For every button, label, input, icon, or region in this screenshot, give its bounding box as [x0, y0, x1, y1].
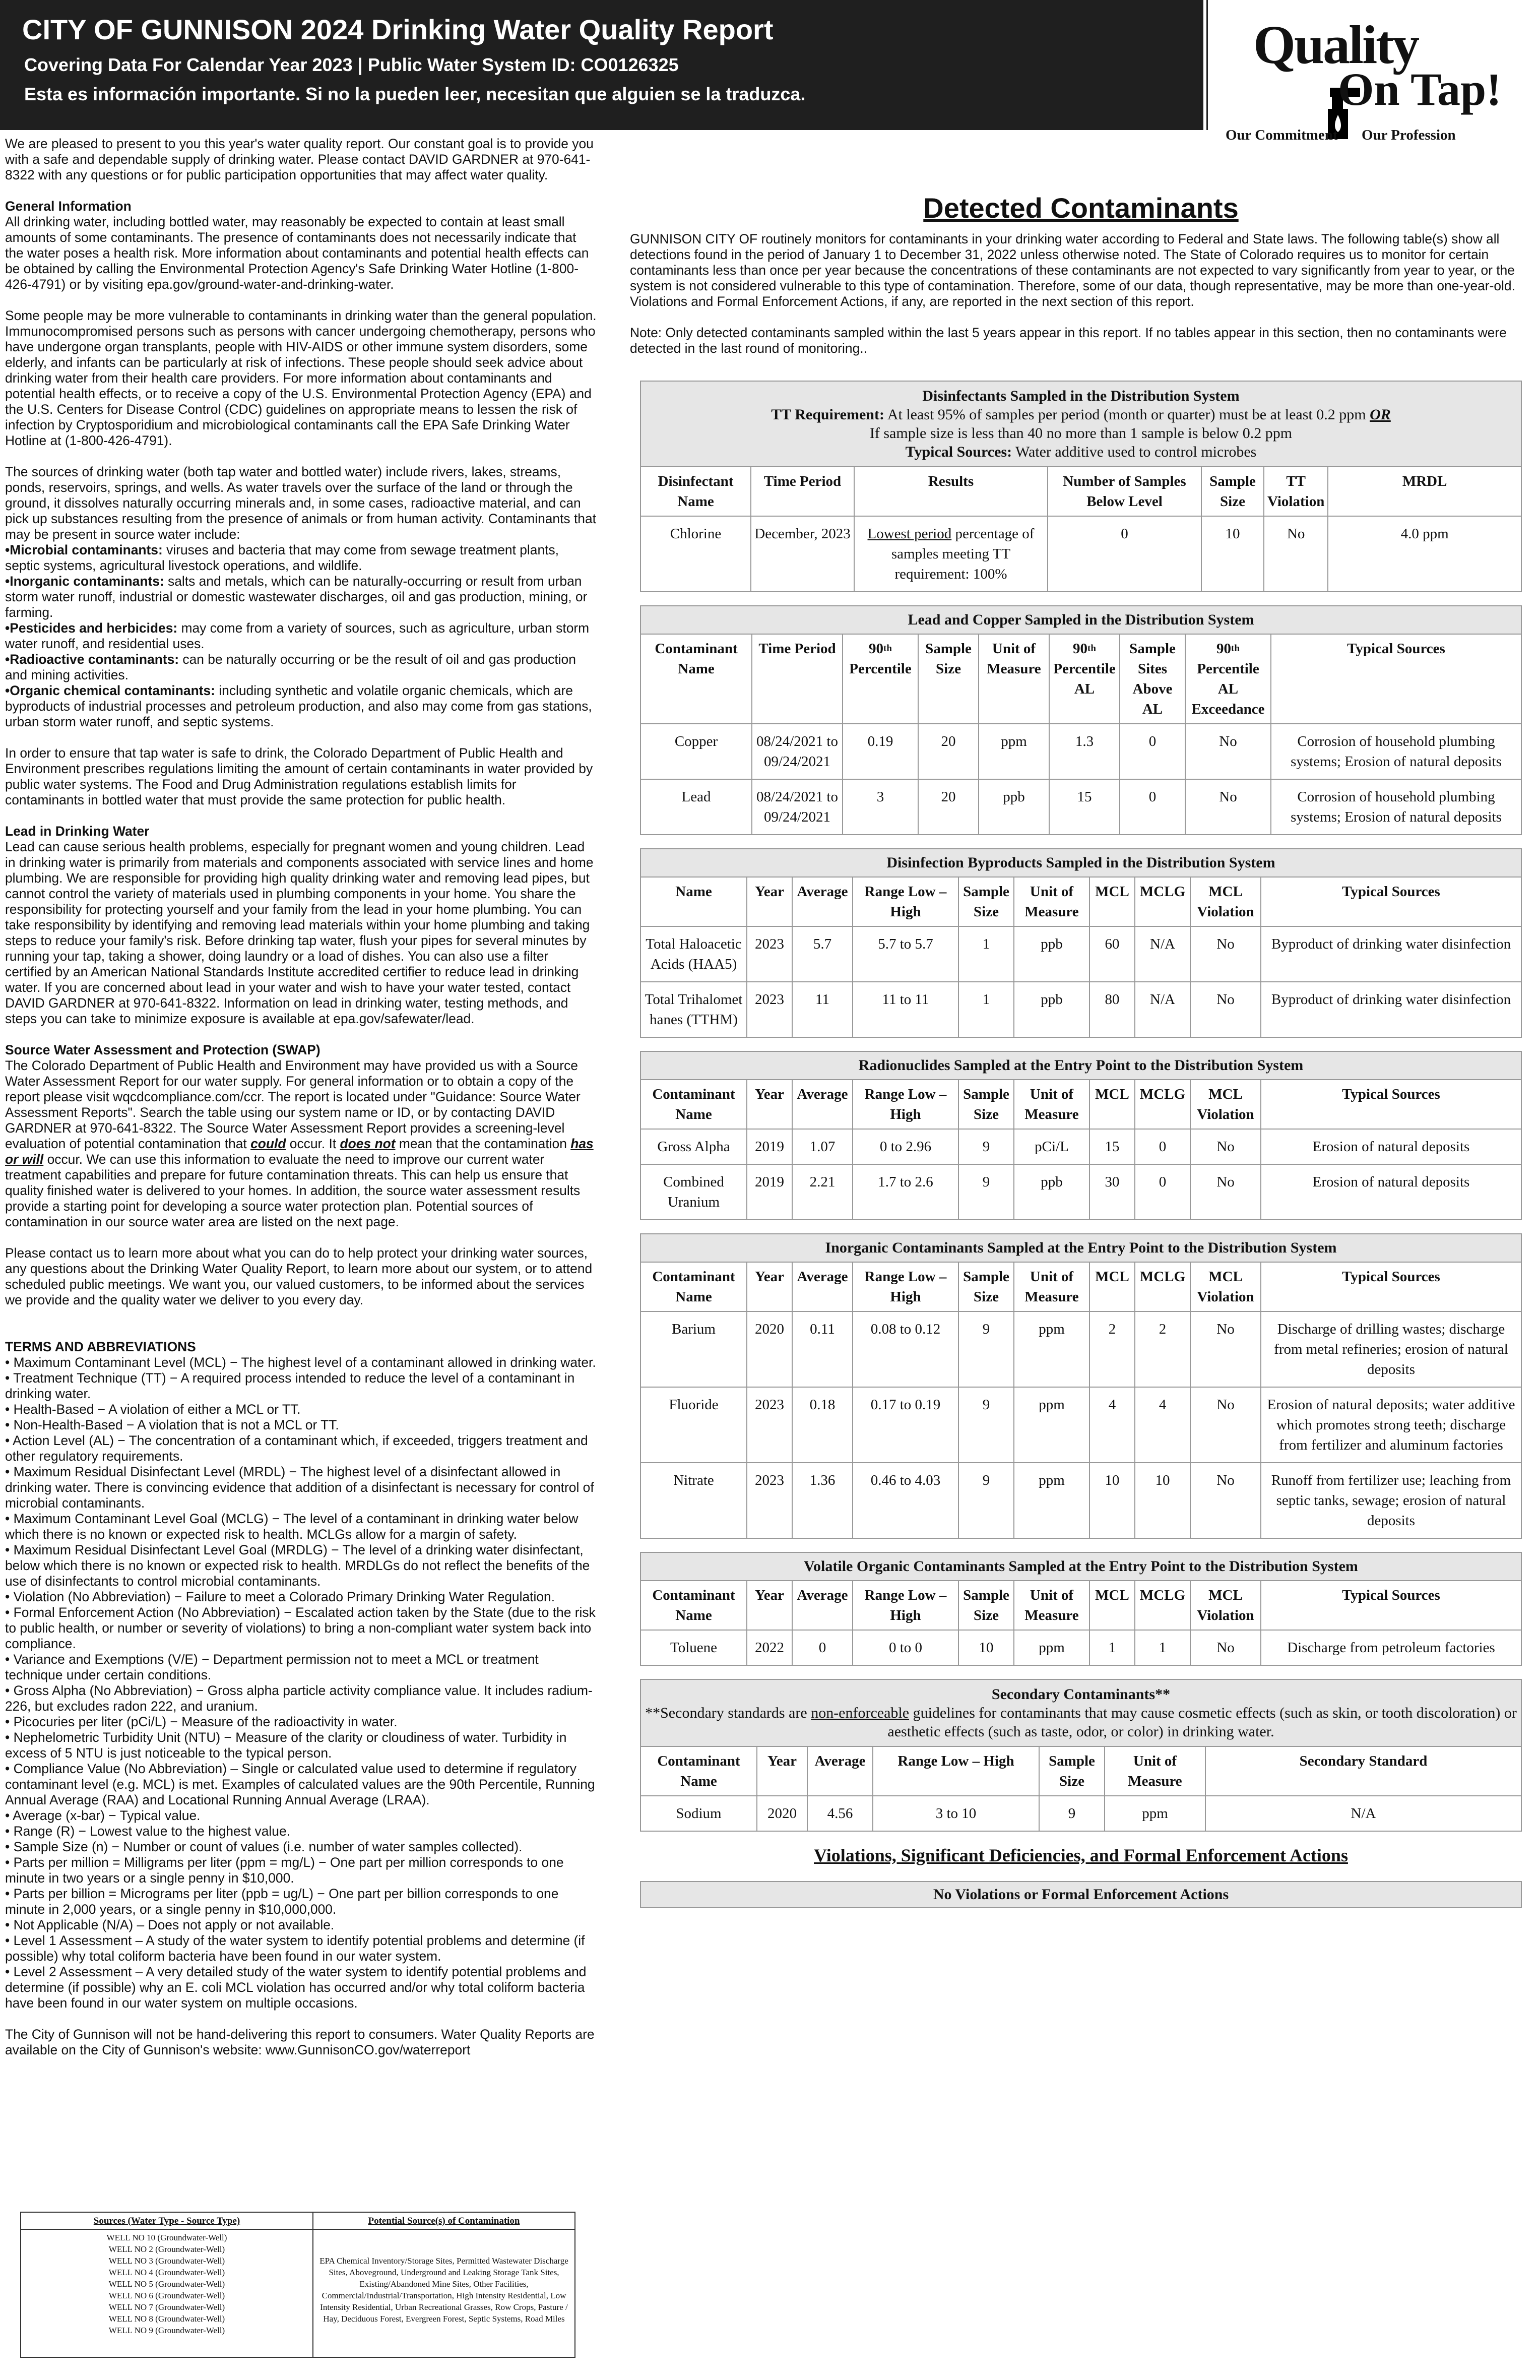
- general-paragraph-3: The sources of drinking water (both tap water and bottled water) include rivers, lakes, streams, ponds, reservoirs, springs, and wells. As water travels over the surface of the land or through the ground, it dissolves naturally occurring minerals and, in some cases, radioactive material, and can pick up substances resulting from the presence of animals or from human activity. Contaminants that may be present in source water include:: [5, 464, 596, 542]
- table-header-row: [641, 1263, 1521, 1311]
- logo-word-on-tap: On Tap!: [1338, 64, 1502, 115]
- table-cell: 2023: [747, 1387, 792, 1463]
- table-cell: 0.46 to 4.03: [853, 1463, 958, 1538]
- list-item: •Microbial contaminants: viruses and bacteria that may come from sewage treatment plants, septic systems, agricultural livestock operations, and wildlife.: [5, 542, 559, 573]
- well-item: WELL NO 7 (Groundwater-Well): [108, 2302, 225, 2312]
- term-item: • Sample Size (n) − Number or count of values (i.e. number of water samples collected).: [5, 1839, 523, 1854]
- column-header: Range Low – High: [853, 1581, 958, 1630]
- table-cell: 2019: [747, 1129, 792, 1164]
- table-row: Copper 08/24/2021 to 09/24/2021 0.19 20 ppm 1.3 0 No Corrosion of household plumbing systems; Erosion of natural deposits: [641, 724, 1521, 779]
- column-header: Name: [641, 878, 747, 926]
- column-header: Unit of Measure: [1014, 1581, 1089, 1630]
- term-item: • Picocuries per liter (pCi/L) − Measure of the radioactivity in water.: [5, 1714, 398, 1729]
- table-cell: ppb: [1014, 926, 1089, 982]
- term-item: • Average (x-bar) − Typical value.: [5, 1808, 201, 1823]
- table-cell: 0.11: [792, 1311, 853, 1387]
- column-header: Typical Sources: [1261, 1581, 1521, 1630]
- table-cell: 2: [1135, 1311, 1190, 1387]
- table-cell: No: [1190, 1129, 1261, 1164]
- well-item: WELL NO 5 (Groundwater-Well): [108, 2279, 225, 2289]
- lead-copper-table: [640, 605, 1522, 835]
- table-cell: No: [1190, 1463, 1261, 1538]
- table-cell: Gross Alpha: [641, 1129, 747, 1164]
- table-cell: 30: [1089, 1164, 1135, 1219]
- table-row: [641, 1311, 1521, 1387]
- general-information-heading: General Information: [5, 199, 132, 214]
- potential-sources-column: [313, 2213, 574, 2357]
- table-cell: 60: [1089, 926, 1135, 982]
- table-cell: Discharge of drilling wastes; discharge from metal refineries; erosion of natural deposits: [1261, 1311, 1521, 1387]
- volatile-organic-table: [640, 1552, 1522, 1666]
- table-cell: 1: [1135, 1630, 1190, 1665]
- table-cell: 2019: [747, 1164, 792, 1219]
- table-cell: No: [1190, 1311, 1261, 1387]
- potential-sources-text: EPA Chemical Inventory/Storage Sites, Permitted Wastewater Discharge Sites, Aboveground, Underground and Leaking Storage Tank Sites, Existing/Abandoned Mine Sites, Other Facilities, Commercial/Industrial/Transportation, High Intensity Residential, Low Intensity Residential, Urban Recreational Grasses, Row Crops, Pasture / Hay, Deciduous Forest, Evergreen Forest, Septic Systems, Road Miles: [319, 2256, 568, 2324]
- list-item: •Organic chemical contaminants: including synthetic and volatile organic chemicals, which are byproducts of industrial processes and petroleum production, and also may come from gas stations, urban storm water runoff, and septic systems.: [5, 683, 592, 729]
- table-cell: 0 to 2.96: [853, 1129, 958, 1164]
- column-header: Sample Size: [958, 1080, 1014, 1129]
- term-item: • Action Level (AL) − The concentration of a contaminant which, if exceeded, triggers treatment and other regulatory requirements.: [5, 1433, 588, 1464]
- table-cell: 2022: [747, 1630, 792, 1665]
- well-item: WELL NO 6 (Groundwater-Well): [108, 2291, 225, 2300]
- detected-contaminants-title: Detected Contaminants: [923, 192, 1239, 224]
- column-header: MCL: [1089, 1080, 1135, 1129]
- well-item: WELL NO 2 (Groundwater-Well): [108, 2244, 225, 2254]
- table-cell: 0 to 0: [853, 1630, 958, 1665]
- table-cell: N/A: [1135, 982, 1190, 1037]
- well-item: WELL NO 3 (Groundwater-Well): [108, 2256, 225, 2266]
- table-cell: 9: [958, 1311, 1014, 1387]
- table-row: Sodium 2020 4.56 3 to 10 9 ppm N/A: [641, 1796, 1521, 1831]
- column-header: MCL: [1089, 1581, 1135, 1630]
- term-item: • Compliance Value (No Abbreviation) – Single or calculated value used to determine if regulatory contaminant level (e.g. MCL) is met. Examples of calculated values are the 90th Percentile, Running Annual Average (RAA) and Locational Running Annual Average (LRAA).: [5, 1761, 595, 1807]
- column-header: Range Low – High: [853, 1080, 958, 1129]
- column-header: Unit of Measure: [1014, 1080, 1089, 1129]
- table-cell: 9: [958, 1463, 1014, 1538]
- table-cell: ppm: [1014, 1387, 1089, 1463]
- table-cell: 80: [1089, 982, 1135, 1037]
- report-title: CITY OF GUNNISON 2024 Drinking Water Quality Report: [22, 14, 774, 45]
- table-cell: ppm: [1014, 1463, 1089, 1538]
- table-cell: ppm: [1014, 1311, 1089, 1387]
- term-item: • Gross Alpha (No Abbreviation) − Gross alpha particle activity compliance value. It includes radium-226, but excludes radon 222, and uranium.: [5, 1683, 593, 1714]
- term-item: • Treatment Technique (TT) − A required process intended to reduce the level of a contaminant in drinking water.: [5, 1370, 575, 1401]
- table-header-row: Disinfectant Name Time Period Results Number of Samples Below Level Sample Size TT Violation MRDL: [641, 467, 1521, 516]
- table-cell: 11 to 11: [853, 982, 958, 1037]
- lead-paragraph: Lead can cause serious health problems, especially for pregnant women and young children. Lead in drinking water is primarily from materials and components associated with service lines and home plumbing. We are responsible for providing high quality drinking water and removing lead pipes, but cannot control the variety of materials used in plumbing components in your home. You share the responsibility for protecting yourself and your family from the lead in your home plumbing. You can take responsibility by identifying and removing lead materials within your home plumbing and taking steps to reduce your family's risk. Before drinking tap water, flush your pipes for several minutes by running your tap, taking a shower, doing laundry or a load of dishes. You can also use a filter certified by an American National Standards Institute accredited certifier to reduce lead in drinking water. If you are concerned about lead in your water and wish to have your water tested, contact DAVID GARDNER at 970-641-8322. Information on lead in drinking water, testing methods, and steps you can take to minimize exposure is available at epa.gov/safewater/lead.: [5, 839, 594, 1026]
- term-item: • Maximum Contaminant Level Goal (MCLG) − The level of a contaminant in drinking water below which there is no known or expected risk to health. MCLGs allow for a margin of safety.: [5, 1511, 579, 1542]
- column-header: Year: [747, 1263, 792, 1311]
- table-header-row: [641, 1080, 1521, 1129]
- well-item: WELL NO 4 (Groundwater-Well): [108, 2268, 225, 2277]
- lead-copper-caption: Lead and Copper Sampled in the Distribution System: [641, 606, 1521, 635]
- disinfection-byproducts-table: [640, 848, 1522, 1038]
- closing-paragraph: The City of Gunnison will not be hand-delivering this report to consumers. Water Quality Reports are available on the City of Gunnison's website: www.GunnisonCO.gov/waterreport: [5, 2027, 595, 2057]
- violations-status-box: No Violations or Formal Enforcement Actions: [640, 1881, 1522, 1908]
- table-row: Lead 08/24/2021 to 09/24/2021 3 20 ppb 15 0 No Corrosion of household plumbing systems; Erosion of natural deposits: [641, 779, 1521, 834]
- table-cell: 0: [1135, 1129, 1190, 1164]
- left-column: [5, 136, 597, 2074]
- table-cell: ppb: [1014, 982, 1089, 1037]
- quality-on-tap-logo: [1206, 0, 1540, 143]
- table-row: [641, 1463, 1521, 1538]
- contaminant-types-list: [5, 542, 597, 730]
- table-cell: 2023: [747, 982, 792, 1037]
- table-caption: Radionuclides Sampled at the Entry Point to the Distribution System: [641, 1052, 1521, 1080]
- table-cell: Toluene: [641, 1630, 747, 1665]
- term-item: • Parts per million = Milligrams per liter (ppm = mg/L) − One part per million corresponds to one minute in two years or a single penny in $10,000.: [5, 1855, 564, 1886]
- column-header: Year: [747, 878, 792, 926]
- list-item: •Radioactive contaminants: can be naturally occurring or be the result of oil and gas production and mining activities.: [5, 652, 576, 682]
- table-cell: 9: [958, 1129, 1014, 1164]
- report-subtitle: Covering Data For Calendar Year 2023 | Public Water System ID: CO0126325: [24, 54, 679, 75]
- column-header: Average: [792, 1080, 853, 1129]
- term-item: • Parts per billion = Micrograms per liter (ppb = ug/L) − One part per billion corresponds to one minute in 2,000 years, or a single penny in $10,000,000.: [5, 1886, 559, 1917]
- term-item: • Maximum Residual Disinfectant Level (MRDL) − The highest level of a disinfectant allowed in drinking water. There is convincing evidence that addition of a disinfectant is necessary for control of microbial contaminants.: [5, 1464, 594, 1511]
- table-cell: 9: [958, 1164, 1014, 1219]
- violations-heading: Violations, Significant Deficiencies, and Formal Enforcement Actions: [814, 1845, 1348, 1865]
- column-header: Average: [792, 1581, 853, 1630]
- swap-section: [5, 1042, 597, 1230]
- table-row: [641, 1164, 1521, 1219]
- table-cell: pCi/L: [1014, 1129, 1089, 1164]
- column-header: MCLG: [1135, 1581, 1190, 1630]
- intro-paragraph: We are pleased to present to you this year's water quality report. Our constant goal is to provide you with a safe and dependable supply of drinking water. Please contact DAVID GARDNER at 970-641-8322 with any questions or for public participation opportunities that may affect water quality.: [5, 136, 594, 182]
- column-header: Typical Sources: [1261, 1263, 1521, 1311]
- lead-heading: Lead in Drinking Water: [5, 824, 150, 839]
- terms-list: [5, 1355, 597, 2011]
- table-cell: 1: [958, 982, 1014, 1037]
- table-header-row: [641, 878, 1521, 926]
- spanish-notice: Esta es información importante. Si no la pueden leer, necesitan que alguien se la traduzca.: [24, 84, 806, 104]
- inorganic-contaminants-table: [640, 1233, 1522, 1539]
- table-cell: 1.7 to 2.6: [853, 1164, 958, 1219]
- term-item: • Variance and Exemptions (V/E) − Department permission not to meet a MCL or treatment technique under certain conditions.: [5, 1652, 539, 1682]
- column-header: Sample Size: [958, 1263, 1014, 1311]
- table-header-row: [641, 1581, 1521, 1630]
- column-header: Year: [747, 1080, 792, 1129]
- list-item: •Pesticides and herbicides: may come from a variety of sources, such as agriculture, urban storm water runoff, and residential uses.: [5, 620, 590, 651]
- well-item: WELL NO 9 (Groundwater-Well): [108, 2326, 225, 2335]
- table-cell: 2.21: [792, 1164, 853, 1219]
- table-row: [641, 982, 1521, 1037]
- table-cell: 5.7: [792, 926, 853, 982]
- table-cell: Combined Uranium: [641, 1164, 747, 1219]
- column-header: MCLG: [1135, 1263, 1190, 1311]
- detected-paragraph-1: GUNNISON CITY OF routinely monitors for contaminants in your drinking water according to Federal and State laws. The following table(s) show all detections found in the period of January 1 to December 31, 2022 unless otherwise noted. The State of Colorado requires us to monitor for certain contaminants less than once per year because the concentrations of these contaminants are not expected to vary significantly from year to year, or the system is not considered vulnerable to this type of contamination. Therefore, some of our data, though representative, may be more than one-year-old. Violations and Formal Enforcement Actions, if any, are reported in the next section of this report.: [630, 231, 1515, 309]
- lead-section: [5, 824, 597, 1027]
- table-cell: 2: [1089, 1311, 1135, 1387]
- table-header-row: Contaminant Name Time Period 90th Percentile Sample Size Unit of Measure 90th Percentile AL Sample Sites Above AL 90th Percentile AL Exceedance Typical Sources: [641, 635, 1521, 724]
- table-caption: Inorganic Contaminants Sampled at the Entry Point to the Distribution System: [641, 1234, 1521, 1263]
- table-cell: 1: [958, 926, 1014, 982]
- table-cell: 10: [1089, 1463, 1135, 1538]
- detected-paragraph-2: Note: Only detected contaminants sampled within the last 5 years appear in this report. If no tables appear in this section, then no contaminants were detected in the last round of monitoring..: [630, 325, 1507, 356]
- disinfectants-table: [640, 381, 1522, 592]
- sources-column: [21, 2213, 313, 2357]
- term-item: • Maximum Contaminant Level (MCL) − The highest level of a contaminant allowed in drinking water.: [5, 1355, 596, 1370]
- table-cell: 0.08 to 0.12: [853, 1311, 958, 1387]
- term-item: • Maximum Residual Disinfectant Level Goal (MRDLG) − The level of a drinking water disinfectant, below which there is no known or expected risk to health. MRDLGs do not reflect the benefits of the use of disinfectants to control microbial contaminants.: [5, 1542, 590, 1589]
- table-cell: 4: [1135, 1387, 1190, 1463]
- table-cell: 4: [1089, 1387, 1135, 1463]
- table-row: [641, 926, 1521, 982]
- term-item: • Not Applicable (N/A) – Does not apply or not available.: [5, 1917, 335, 1932]
- table-cell: No: [1190, 926, 1261, 982]
- table-cell: 2023: [747, 1463, 792, 1538]
- table-caption: Volatile Organic Contaminants Sampled at the Entry Point to the Distribution System: [641, 1553, 1521, 1581]
- logo-word-quality: Quality: [1253, 15, 1419, 75]
- column-header: MCL: [1089, 878, 1135, 926]
- table-cell: 2023: [747, 926, 792, 982]
- list-item: •Inorganic contaminants: salts and metals, which can be naturally-occurring or result from urban storm water runoff, industrial or domestic wastewater discharges, oil and gas production, mining, or farming.: [5, 574, 588, 620]
- table-cell: 10: [958, 1630, 1014, 1665]
- table-cell: 15: [1089, 1129, 1135, 1164]
- table-cell: Barium: [641, 1311, 747, 1387]
- table-cell: No: [1190, 1164, 1261, 1219]
- column-header: MCL: [1089, 1263, 1135, 1311]
- table-cell: 0.17 to 0.19: [853, 1387, 958, 1463]
- table-cell: 0: [792, 1630, 853, 1665]
- table-cell: N/A: [1135, 926, 1190, 982]
- wells-list: [21, 2230, 312, 2336]
- table-cell: 11: [792, 982, 853, 1037]
- table-cell: 10: [1135, 1463, 1190, 1538]
- secondary-caption: Secondary Contaminants** **Secondary standards are non-enforceable guidelines for contaminants that may cause cosmetic effects (such as skin, or tooth discoloration) or aesthetic effects (such as taste, odor, or color) in drinking water.: [641, 1680, 1521, 1747]
- column-header: Typical Sources: [1261, 878, 1521, 926]
- general-paragraph-4: In order to ensure that tap water is safe to drink, the Colorado Department of Public Health and Environment prescribes regulations limiting the amount of certain contaminants in water provided by public water systems. The Food and Drug Administration regulations establish limits for contaminants in bottled water that must provide the same protection for public health.: [5, 745, 593, 807]
- column-header: Average: [792, 1263, 853, 1311]
- column-header: Unit of Measure: [1014, 1263, 1089, 1311]
- table-cell: 0.18: [792, 1387, 853, 1463]
- table-cell: 2020: [747, 1311, 792, 1387]
- table-caption: Disinfection Byproducts Sampled in the Distribution System: [641, 849, 1521, 878]
- general-paragraph-1: All drinking water, including bottled water, may reasonably be expected to contain at least small amounts of some contaminants. The presence of contaminants does not necessarily indicate that the water poses a health risk. More information about contaminants and potential health effects can be obtained by calling the Environmental Protection Agency's Safe Drinking Water Hotline (1-800-426-4791) or by visiting epa.gov/ground-water-and-drinking-water.: [5, 214, 589, 292]
- table-cell: No: [1190, 1630, 1261, 1665]
- table-cell: No: [1190, 1387, 1261, 1463]
- term-item: • Level 1 Assessment – A study of the water system to identify potential problems and determine (if possible) why total coliform bacteria have been found in our water system.: [5, 1933, 585, 1964]
- term-item: • Non-Health-Based − A violation that is not a MCL or TT.: [5, 1417, 339, 1432]
- table-row: [641, 1129, 1521, 1164]
- table-header-row: Contaminant Name Year Average Range Low – High Sample Size Unit of Measure Secondary Standard: [641, 1747, 1521, 1796]
- column-header: Range Low – High: [853, 1263, 958, 1311]
- column-header: Sample Size: [958, 878, 1014, 926]
- term-item: • Health-Based − A violation of either a MCL or TT.: [5, 1402, 301, 1417]
- table-cell: Erosion of natural deposits: [1261, 1164, 1521, 1219]
- general-information-section: [5, 199, 597, 292]
- column-header: Average: [792, 878, 853, 926]
- table-cell: Total Haloacetic Acids (HAA5): [641, 926, 747, 982]
- sources-table: [20, 2212, 575, 2358]
- term-item: • Level 2 Assessment – A very detailed study of the water system to identify potential problems and determine (if possible) why an E. coli MCL violation has occurred and/or why total coliform bacteria have been found in our water system on multiple occasions.: [5, 1964, 587, 2011]
- column-header: MCL Violation: [1190, 1581, 1261, 1630]
- column-header: MCL Violation: [1190, 1080, 1261, 1129]
- table-cell: Byproduct of drinking water disinfection: [1261, 982, 1521, 1037]
- report-header: [0, 0, 1203, 130]
- column-header: Contaminant Name: [641, 1581, 747, 1630]
- well-item: WELL NO 8 (Groundwater-Well): [108, 2314, 225, 2324]
- column-header: Contaminant Name: [641, 1263, 747, 1311]
- table-row: Chlorine December, 2023 Lowest period percentage of samples meeting TT requirement: 100% 0 10 No 4.0 ppm: [641, 516, 1521, 591]
- logo-tagline-commitment: Our Commitment: [1226, 127, 1338, 143]
- table-cell: Byproduct of drinking water disinfection: [1261, 926, 1521, 982]
- column-header: MCL Violation: [1190, 878, 1261, 926]
- column-header: Range Low – High: [853, 878, 958, 926]
- secondary-contaminants-table: [640, 1679, 1522, 1832]
- sources-header: Sources (Water Type - Source Type): [21, 2213, 312, 2230]
- right-column: [630, 192, 1532, 1908]
- logo-tagline-profession: Our Profession: [1362, 127, 1456, 143]
- term-item: • Range (R) − Lowest value to the highest value.: [5, 1824, 290, 1839]
- table-cell: 9: [958, 1387, 1014, 1463]
- column-header: Sample Size: [958, 1581, 1014, 1630]
- terms-heading: TERMS AND ABBREVIATIONS: [5, 1339, 196, 1354]
- table-cell: 5.7 to 5.7: [853, 926, 958, 982]
- term-item: • Formal Enforcement Action (No Abbreviation) − Escalated action taken by the State (due to the risk to public health, or number or severity of violations) to bring a non-compliant water system back into compliance.: [5, 1605, 596, 1651]
- column-header: MCLG: [1135, 878, 1190, 926]
- table-cell: Runoff from fertilizer use; leaching from septic tanks, sewage; erosion of natural deposits: [1261, 1463, 1521, 1538]
- radionuclides-table: [640, 1051, 1522, 1220]
- table-cell: ppm: [1014, 1630, 1089, 1665]
- table-row: [641, 1387, 1521, 1463]
- general-paragraph-2: Some people may be more vulnerable to contaminants in drinking water than the general population. Immunocompromised persons such as persons with cancer undergoing chemotherapy, persons who have undergone organ transplants, people with HIV-AIDS or other immune system disorders, some elderly, and infants can be particularly at risk of infections. These people should seek advice about drinking water from their health care providers. For more information about contaminants and potential health effects, or to receive a copy of the U.S. Environmental Protection Agency (EPA) and the U.S. Centers for Disease Control (CDC) guidelines on appropriate means to lessen the risk of infection by Cryptosporidium and microbiological contaminants call the EPA Safe Drinking Water Hotline at (1-800-426-4791).: [5, 308, 597, 448]
- well-item: WELL NO 10 (Groundwater-Well): [106, 2233, 227, 2242]
- table-row: [641, 1630, 1521, 1665]
- table-cell: Nitrate: [641, 1463, 747, 1538]
- column-header: Contaminant Name: [641, 1080, 747, 1129]
- table-cell: 1.07: [792, 1129, 853, 1164]
- table-cell: 0: [1135, 1164, 1190, 1219]
- column-header: Typical Sources: [1261, 1080, 1521, 1129]
- term-item: • Violation (No Abbreviation) − Failure to meet a Colorado Primary Drinking Water Regulation.: [5, 1589, 555, 1604]
- swap-heading: Source Water Assessment and Protection (SWAP): [5, 1042, 320, 1057]
- column-header: Unit of Measure: [1014, 878, 1089, 926]
- table-cell: Fluoride: [641, 1387, 747, 1463]
- disinfectants-caption: Disinfectants Sampled in the Distribution System TT Requirement: At least 95% of samples per period (month or quarter) must be at least 0.2 ppm OR If sample size is less than 40 no more than 1 sample is below 0.2 ppm Typical Sources: Water additive used to control microbes: [641, 382, 1521, 467]
- column-header: MCLG: [1135, 1080, 1190, 1129]
- table-cell: Erosion of natural deposits; water additive which promotes strong teeth; discharge from fertilizer and aluminum factories: [1261, 1387, 1521, 1463]
- column-header: Year: [747, 1581, 792, 1630]
- table-cell: Total Trihalomet hanes (TTHM): [641, 982, 747, 1037]
- table-cell: Erosion of natural deposits: [1261, 1129, 1521, 1164]
- swap-paragraph: The Colorado Department of Public Health and Environment may have provided us with a Source Water Assessment Report for our water supply. For general information or to obtain a copy of the report please visit wqcdcompliance.com/ccr. The report is located under "Guidance: Source Water Assessment Reports". Search the table using our system name or ID, or by contacting DAVID GARDNER at 970-641-8322. The Source Water Assessment Report provides a screening-level evaluation of potential contamination that could occur. It does not mean that the contamination has or will occur. We can use this information to evaluate the need to improve our current water treatment capabilities and prepare for future contamination threats. This can help us ensure that quality finished water is delivered to your homes. In addition, the source water assessment results provide a starting point for developing a source water protection plan. Potential sources of contamination in our source water area are listed on the next page.: [5, 1058, 594, 1229]
- table-cell: 1.36: [792, 1463, 853, 1538]
- table-cell: 1: [1089, 1630, 1135, 1665]
- table-cell: No: [1190, 982, 1261, 1037]
- contact-paragraph: Please contact us to learn more about what you can do to help protect your drinking water sources, any questions about the Drinking Water Quality Report, to learn more about our system, or to attend scheduled public meetings. We want you, our valued customers, to be informed about the services we provide and the quality water we deliver to you every day.: [5, 1245, 593, 1307]
- column-header: MCL Violation: [1190, 1263, 1261, 1311]
- table-cell: Discharge from petroleum factories: [1261, 1630, 1521, 1665]
- table-cell: ppb: [1014, 1164, 1089, 1219]
- potential-sources-header: Potential Source(s) of Contamination: [313, 2213, 574, 2230]
- term-item: • Nephelometric Turbidity Unit (NTU) − Measure of the clarity or cloudiness of water. Turbidity in excess of 5 NTU is just noticeable to the typical person.: [5, 1730, 567, 1761]
- terms-section: [5, 1339, 597, 2011]
